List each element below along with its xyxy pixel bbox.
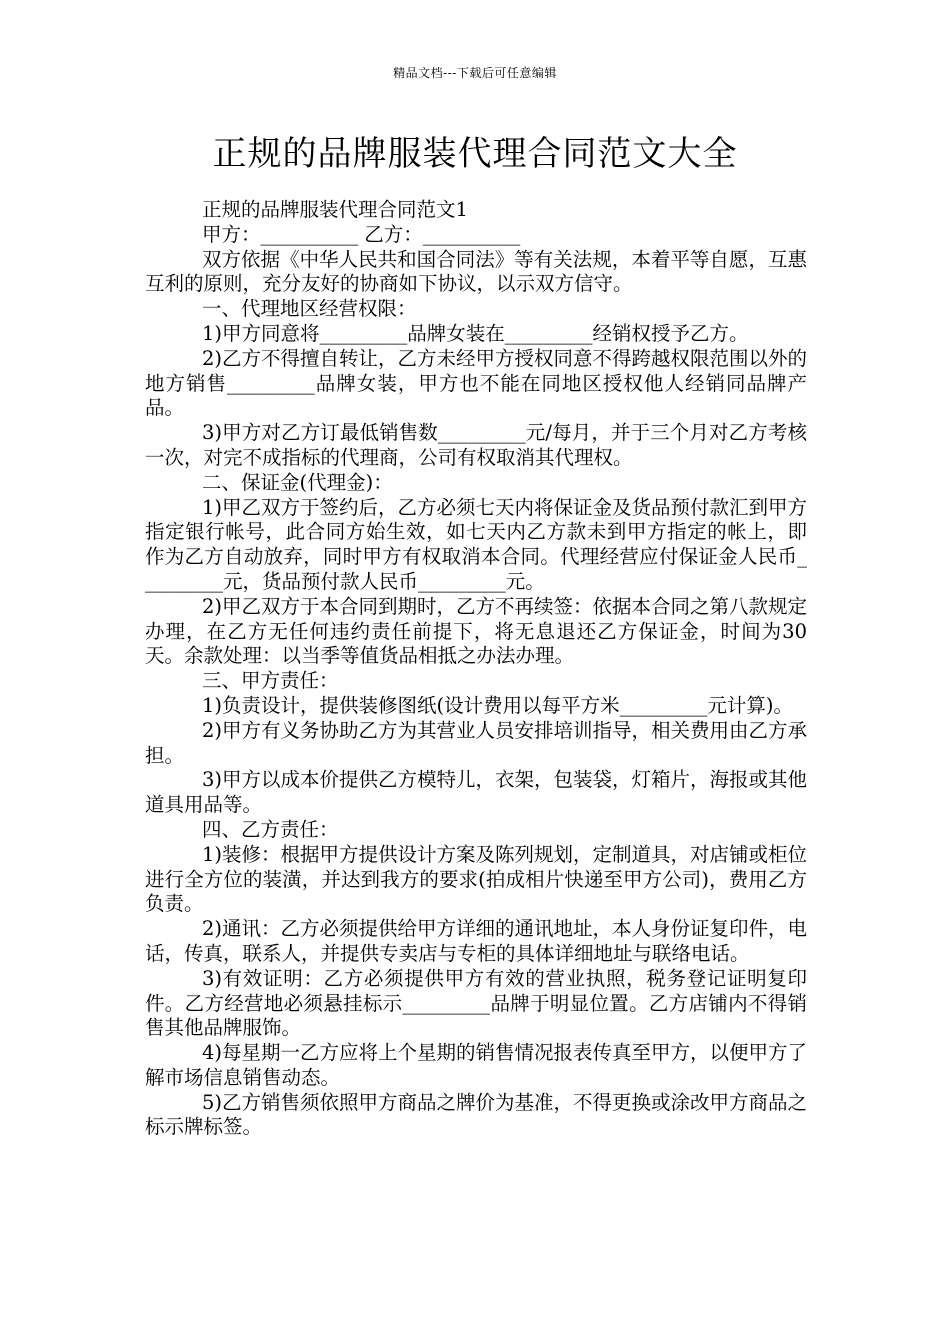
paragraph: 甲方：__________ 乙方：__________ [202, 222, 521, 246]
paragraph: 3)甲方以成本价提供乙方模特儿，衣架，包装袋，灯箱片，海报或其他道具用品等。 [145, 768, 808, 817]
paragraph: 一、代理地区经营权限： [202, 297, 417, 321]
paragraph: 1)负责设计，提供装修图纸(设计费用以每平方米_________元计算)。 [202, 693, 793, 717]
paragraph: 2)甲方有义务协助乙方为其营业人员安排培训指导，相关费用由乙方承担。 [145, 718, 808, 767]
paragraph: 三、甲方责任： [202, 669, 339, 693]
paragraph: 1)装修：根据甲方提供设计方案及陈列规划，定制道具，对店铺或柜位进行全方位的装潢，并达到我方的要求(拍成相片快递至甲方公司)，费用乙方负责。 [145, 842, 808, 916]
page-header: 精品文档---下载后可任意编辑 [393, 66, 557, 80]
document-body [145, 198, 807, 1140]
paragraph: 二、保证金(代理金)： [202, 470, 393, 494]
paragraph: 2)通讯：乙方必须提供给甲方详细的通讯地址，本人身份证复印件，电话，传真，联系人，并提供专卖店与专柜的具体详细地址与联络电话。 [145, 917, 808, 965]
paragraph: 1)甲方同意将_________品牌女装在_________经销权授予乙方。 [202, 321, 749, 345]
document-title: 正规的品牌服装代理合同范文大全 [212, 134, 738, 174]
paragraph: 1)甲乙双方于签约后，乙方必须七天内将保证金及货品预付款汇到甲方指定银行帐号，此合同方始生效，如七天内乙方款未到甲方指定的帐上，即作为乙方自动放弃，同时甲方有权取消本合同。代理经营应付保证金人民币_________元，货品预付款人民币_________元。 [145, 495, 808, 593]
paragraph: 3)有效证明：乙方必须提供甲方有效的营业执照，税务登记证明复印件。乙方经营地必须悬挂标示_________品牌于明显位置。乙方店铺内不得销售其他品牌服饰。 [145, 966, 807, 1040]
paragraph: 2)甲乙双方于本合同到期时，乙方不再续签：依据本合同之第八款规定办理，在乙方无任何违约责任前提下，将无息退还乙方保证金，时间为30天。余款处理：以当季等值货品相抵之办法办理。 [145, 594, 808, 668]
paragraph: 2)乙方不得擅自转让，乙方未经甲方授权同意不得跨越权限范围以外的地方销售_________品牌女装，甲方也不能在同地区授权他人经销同品牌产品。 [145, 346, 808, 420]
paragraph: 5)乙方销售须依照甲方商品之牌价为基准，不得更换或涂改甲方商品之标示牌标签。 [145, 1090, 808, 1139]
paragraph: 正规的品牌服装代理合同范文1 [202, 198, 468, 221]
paragraph: 4)每星期一乙方应将上个星期的销售情况报表传真至甲方，以便甲方了解市场信息销售动态。 [145, 1041, 808, 1089]
paragraph: 3)甲方对乙方订最低销售数_________元/每月，并于三个月对乙方考核一次，对完不成指标的代理商，公司有权取消其代理权。 [145, 421, 807, 469]
paragraph: 双方依据《中华人民共和国合同法》等有关法规，本着平等自愿，互惠互利的原则，充分友好的协商如下协议，以示双方信守。 [145, 247, 807, 296]
paragraph: 四、乙方责任： [202, 817, 339, 841]
